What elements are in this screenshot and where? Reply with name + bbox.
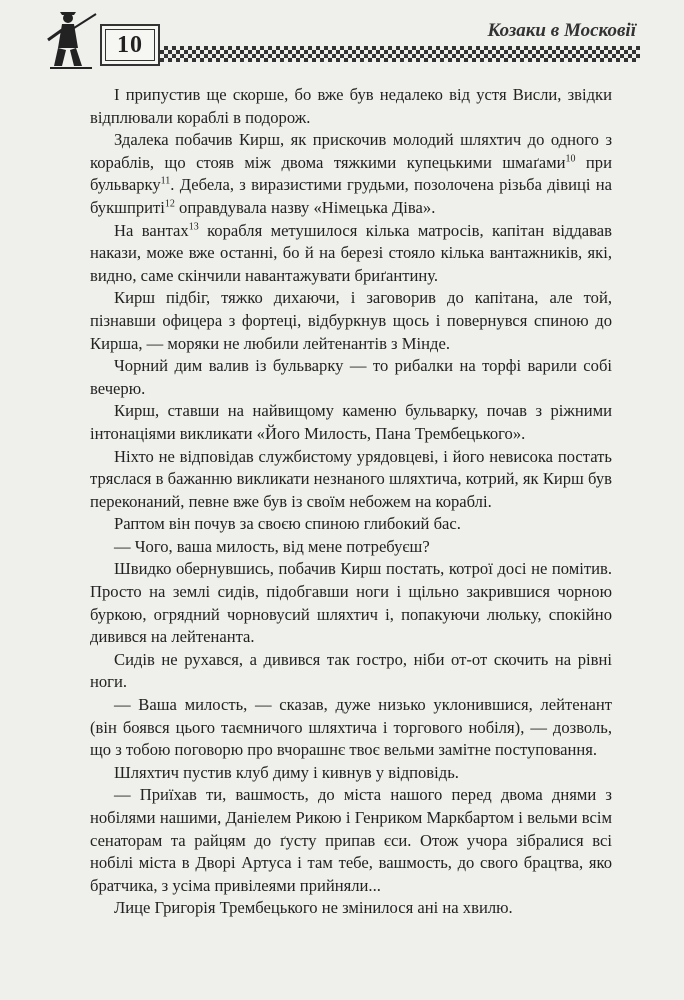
paragraph: Лице Григорія Трембецького не змінилося ані на хвилю. — [114, 898, 513, 918]
checker-ornament-border — [160, 46, 640, 62]
footnote-marker: 11 — [160, 175, 171, 187]
paragraph: Швидко обернувшись, побачив Кирш постать, котрої досі не помітив. Просто на землі сидів, підобгавши ноги і щільно закрившися чорною буркою, огрядний чорновусий шляхтич і, попакуючи люльку, спокійно дивився на лейтенанта. — [90, 559, 612, 647]
cossack-figure-icon — [40, 6, 102, 72]
paragraph: Шляхтич пустив клуб диму і кивнув у відповідь. — [114, 762, 459, 782]
paragraph: І припустив ще скорше, бо вже був недалеко від устя Висли, звідки відплювали кораблі в подорож. — [90, 85, 612, 127]
paragraph: Чорний дим валив із бульварку — то рибалки на торфі варили собі вечерю. — [90, 356, 612, 398]
paragraph-text: На вантах — [114, 220, 189, 240]
paragraph: Кирш підбіг, тяжко дихаючи, і заговорив до капітана, але той, пізнавши офицера з фортеці, відбуркнув щось і повернувся спиною до Кирша, — моряки не любили лейтенантів з Мінде. — [90, 288, 612, 353]
paragraph-text: Здалека побачив Кирш, як прискочив молодий шляхтич до одного з кораблів, що стояв між двома тяжкими купецькими шмаґами — [90, 130, 612, 172]
paragraph: Ніхто не відповідав службистому урядовцеві, і його невисока постать тряслася в бажанню викликати незнаного шляхтича, котрий, як Кирш був переконаний, певне вже був із своїм небожем на кораблі. — [90, 446, 612, 511]
body-text — [90, 84, 612, 920]
paragraph-text: оправдувала назву «Німецька Діва». — [174, 197, 436, 217]
paragraph — [90, 129, 612, 219]
footnote-marker: 12 — [164, 198, 175, 210]
paragraph: — Ваша милость, — сказав, дуже низько уклонившися, лейтенант (він боявся цього таємничого шляхтича і торгового нобіля), — дозволь, що з тобою поговорю про вчорашнє твоє вельми замітне поступовання. — [90, 695, 612, 760]
paragraph-text: при бульварку — [90, 152, 612, 195]
paragraph: Кирш, ставши на найвищому каменю бульварку, почав з ріжними інтонаціями викликати «Його Милость, Пана Трембецького». — [90, 401, 612, 443]
paragraph-text: . Дебела, з виразистими грудьми, позолочена різьба дівиці на букшприті — [90, 175, 612, 217]
paragraph: — Приїхав ти, вашмость, до міста нашого перед двома днями з нобілями нашими, Даніелем Рикою і Генриком Маркбартом і вельми всім сенаторам та райцям до ґусту припав єси. Отож учора зібралися всі нобілі міста в Дворі Артуса і там тебе, вашмость, до свого брацтва, яко братчика, з усіма привілеями прийняли... — [90, 785, 612, 895]
running-title: Козаки в Московії — [487, 20, 636, 41]
paragraph: — Чого, ваша милость, від мене потребуєш? — [114, 536, 430, 556]
paragraph — [90, 220, 612, 288]
page-header — [0, 0, 684, 80]
footnote-marker: 10 — [565, 153, 576, 165]
paragraph: Сидів не рухався, а дивився так гостро, ніби от-от скочить на рівні ноги. — [90, 649, 612, 692]
paragraph-text: корабля метушилося кілька матросів, капітан віддавав накази, може вже останні, бо й на березі стояло кілька вантажників, які, видно, саме скінчили навантажувати бриґантину. — [90, 220, 612, 285]
footnote-marker: 13 — [188, 221, 199, 233]
page-number: 10 — [117, 31, 143, 58]
page-number-frame — [100, 24, 160, 66]
paragraph: Раптом він почув за своєю спиною глибокий бас. — [114, 514, 461, 534]
